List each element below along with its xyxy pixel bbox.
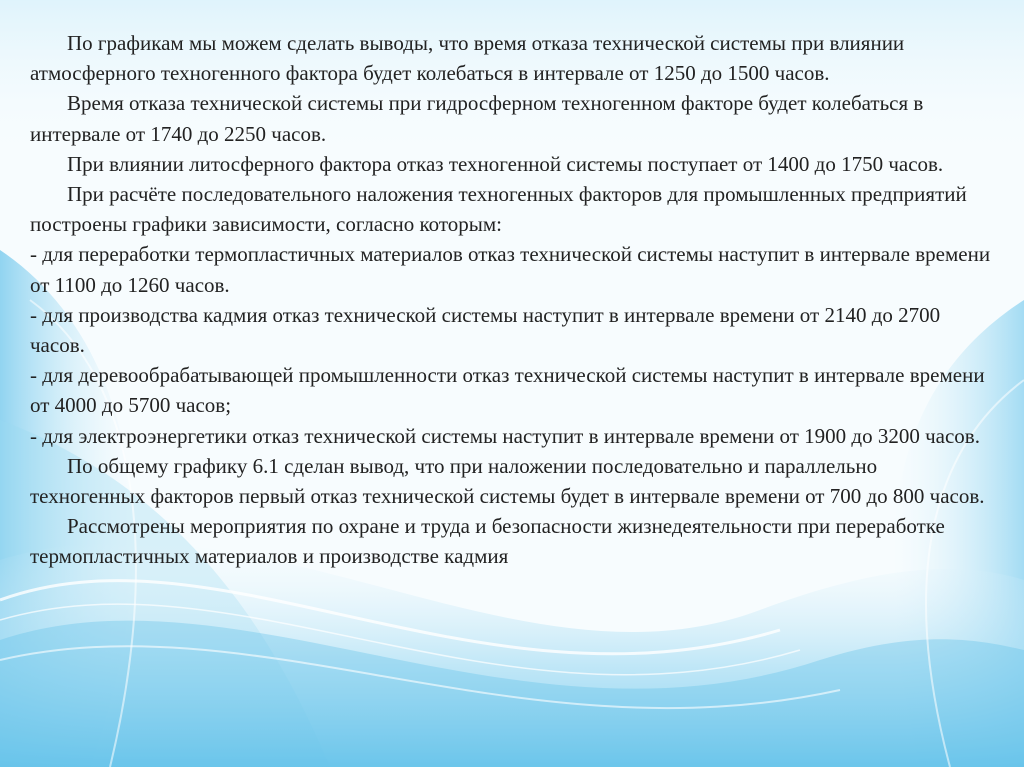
paragraph-general-conclusion: По общему графику 6.1 сделан вывод, что при наложении последовательно и параллельно техногенных факторов первый отказ технической системы будет в интервале времени от 700 до 800 часов. [30,453,985,509]
list-item-woodworking: - для деревообрабатывающей промышленности отказ технической системы наступит в интервале времени от 4000 до 5700 часов; [30,363,985,418]
list-item-cadmium: - для производства кадмия отказ технической системы наступит в интервале времени от 2140 до 2700 часов. [30,302,941,358]
paragraph-atmospheric: По графикам мы можем сделать выводы, что время отказа технической системы при влиянии атмосферного техногенного фактора будет колебаться в интервале от 1250 до 1500 часов. [30,31,905,86]
paragraph-safety-measures: Рассмотрены мероприятия по охране и труда и безопасности жизнедеятельности при переработке термопластичных материалов и производстве кадмия [30,514,945,569]
paragraph-lithospheric: При влиянии литосферного фактора отказ техногенной системы поступает от 1400 до 1750 часов. [67,151,944,176]
list-item-thermoplastics: - для переработки термопластичных материалов отказ технической системы наступит в интервале времени от 1100 до 1260 часов. [30,242,991,297]
paragraph-hydrospheric: Время отказа технической системы при гидросферном техногенном факторе будет колебаться в интервале от 1740 до 2250 часов. [30,91,924,146]
list-item-power-engineering: - для электроэнергетики отказ технической системы наступит в интервале времени от 1900 до 3200 часов. [30,423,980,448]
paragraph-sequential-overlay: При расчёте последовательного наложения техногенных факторов для промышленных предприятий построены графики зависимости, согласно которым: [30,182,967,237]
body-text [30,28,994,572]
